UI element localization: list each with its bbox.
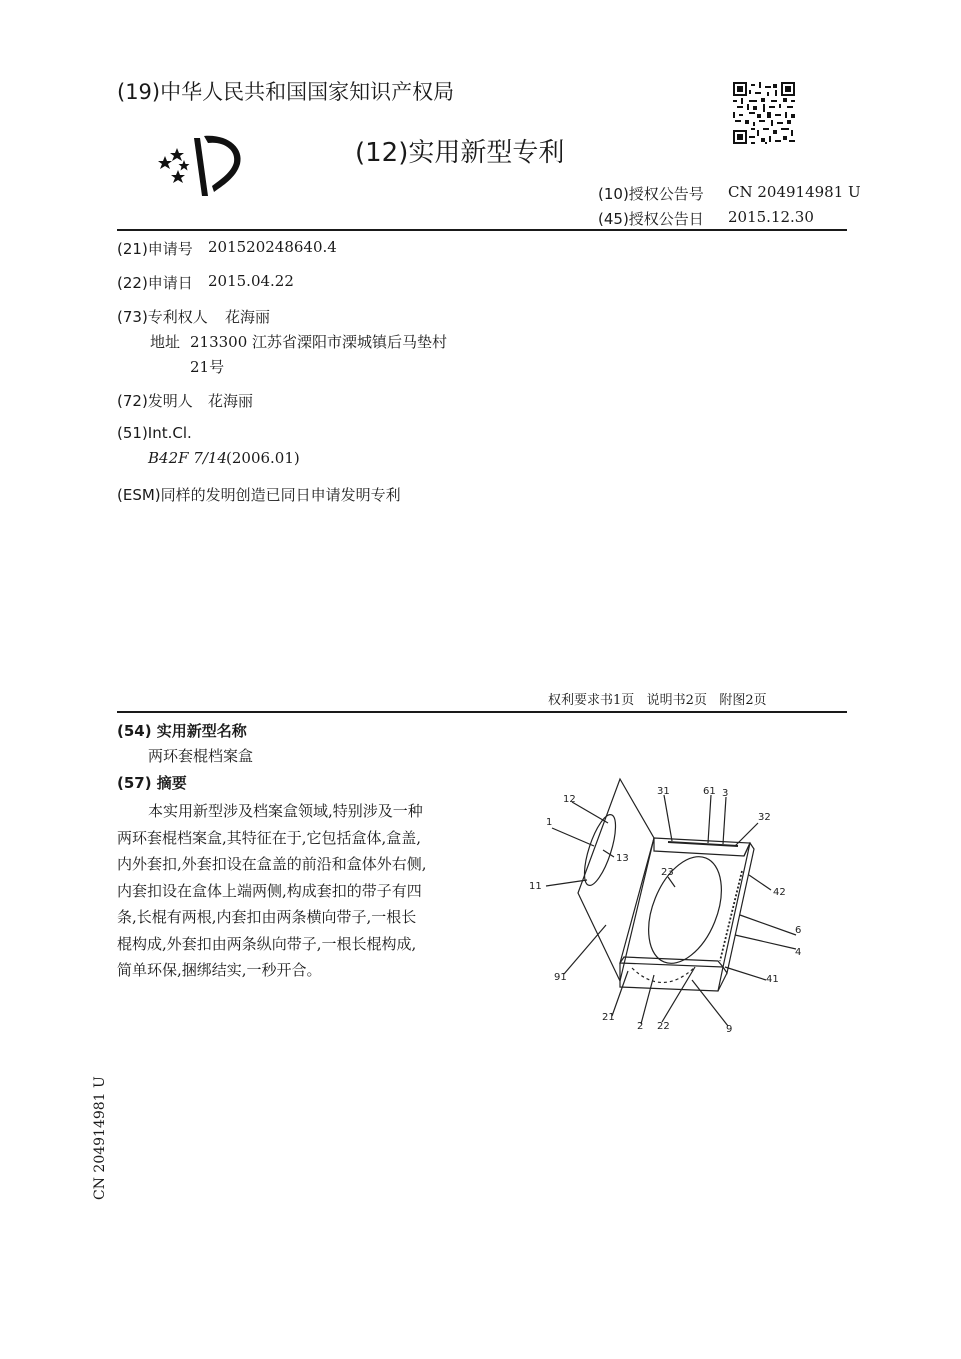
cnipa-emblem-icon: [158, 132, 248, 198]
patentee: 花海丽: [225, 308, 271, 326]
address-line1: 213300 江苏省溧阳市溧城镇后马垫村: [190, 333, 448, 351]
inventor-label: (72)发明人: [117, 392, 193, 410]
office-name: (19)中华人民共和国国家知识产权局: [117, 80, 455, 104]
figure-label: 2: [637, 1021, 644, 1032]
address-line2: 21号: [190, 358, 225, 376]
figure-label: 91: [554, 972, 567, 983]
figure-label: 31: [657, 786, 670, 797]
divider-middle: [117, 711, 847, 713]
abstract-line: 条,长棍有两根,内套扣由两条横向带子,一根长: [117, 908, 417, 926]
abstract-line: 简单环保,捆绑结实,一秒开合。: [117, 961, 322, 979]
esm-note: (ESM)同样的发明创造已同日申请发明专利: [117, 486, 401, 504]
app-no: 201520248640.4: [208, 238, 337, 256]
pub-date-label: (45)授权公告日: [598, 210, 704, 228]
patentee-label: (73)专利权人: [117, 308, 208, 326]
figure-label: 9: [726, 1024, 733, 1035]
abstract-line: 内套扣设在盒体上端两侧,构成套扣的带子有四: [117, 881, 422, 900]
intcl-label: (51)Int.Cl.: [117, 424, 192, 442]
pub-date: 2015.12.30: [728, 208, 814, 226]
file-box-figure: [520, 775, 820, 1040]
pub-no-label: (10)授权公告号: [598, 185, 704, 203]
figure-label: 21: [602, 1012, 615, 1023]
figure-label: 11: [529, 881, 542, 892]
abstract-line: 内外套扣,外套扣设在盒盖的前沿和盒体外右侧,: [117, 855, 427, 873]
figure-label: 12: [563, 794, 576, 805]
abstract-line: 本实用新型涉及档案盒领域,特别涉及一种: [148, 802, 423, 820]
address-label: 地址: [150, 333, 181, 351]
app-no-label: (21)申请号: [117, 240, 193, 258]
document-type: (12)实用新型专利: [355, 138, 565, 168]
figure-label: 61: [703, 786, 716, 797]
divider-top: [117, 229, 847, 231]
figure-label: 41: [766, 974, 779, 985]
abstract-label: (57) 摘要: [117, 774, 187, 792]
figure-label: 1: [546, 817, 553, 828]
title-label: (54) 实用新型名称: [117, 722, 247, 740]
intcl-code: B42F 7/14: [148, 449, 227, 467]
abstract-text: [117, 798, 427, 984]
qr-code-icon: [733, 82, 795, 144]
pages-info: 权利要求书1页 说明书2页 附图2页: [548, 693, 767, 708]
figure-label: 32: [758, 812, 771, 823]
figure-label: 6: [795, 925, 802, 936]
figure-label: 4: [795, 947, 802, 958]
figure-label: 42: [773, 887, 786, 898]
app-date-label: (22)申请日: [117, 274, 193, 292]
utility-model-title: 两环套棍档案盒: [148, 747, 254, 765]
side-pub-number: CN 204914981 U: [92, 1076, 108, 1200]
intcl-year: (2006.01): [226, 449, 300, 467]
figure-label: 3: [722, 788, 729, 799]
app-date: 2015.04.22: [208, 272, 294, 290]
figure-label: 22: [657, 1021, 670, 1032]
pub-no: CN 204914981 U: [728, 183, 861, 201]
inventor: 花海丽: [208, 392, 254, 410]
figure-label: 13: [616, 853, 629, 864]
abstract-line: 棍构成,外套扣由两条纵向带子,一根长棍构成,: [117, 934, 417, 953]
figure-label: 23: [661, 867, 674, 878]
abstract-line: 两环套棍档案盒,其特征在于,它包括盒体,盒盖,: [117, 828, 422, 847]
